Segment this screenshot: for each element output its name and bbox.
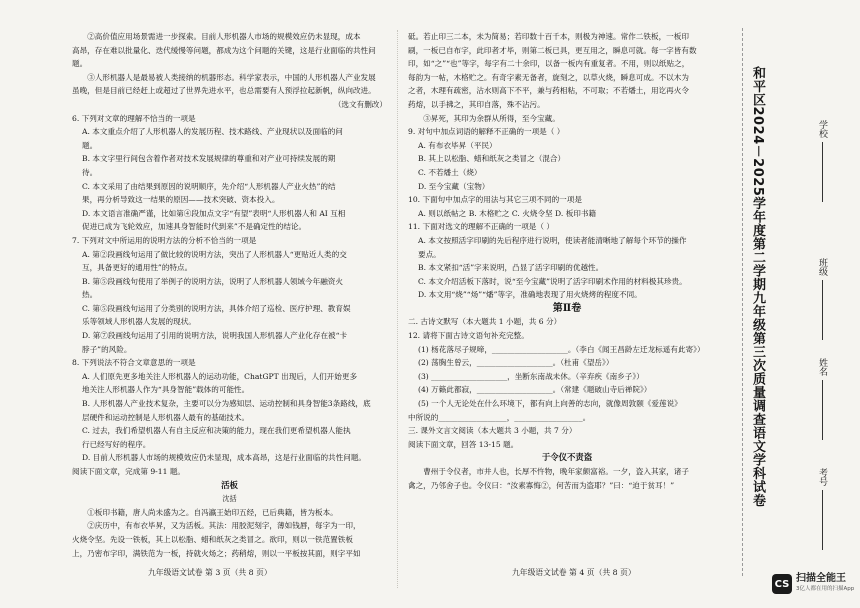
right-text-line: (1) 杨花落尽子规啼，____________________。（李白《闻王昌龄左迁龙标遥有此寄》）	[418, 344, 705, 354]
right-text-line: 11. 下面对选文的理解不正确的一项是（ ）	[408, 222, 554, 232]
right-text-line: C. 本文介绍活板下落时，说“至今宝藏”说明了活字印刷术作用的材料极其珍贵。	[418, 276, 687, 286]
left-text-line: B. 人形机器人产业技术复杂，主要可以分为感知层、运动控制和具身智能3条路线，底	[82, 399, 371, 409]
right-page-column	[408, 30, 726, 608]
number-blank	[822, 490, 823, 550]
name-field	[816, 358, 829, 440]
right-text-line: (5) 一个人无论处在什么环境下，都有向上向善的志向，就像周敦颐《爱莲说》	[418, 399, 682, 409]
right-text-line: A. 有布衣毕昇（平民）	[418, 140, 497, 150]
left-text-line: 沈括	[222, 494, 237, 504]
right-text-line: 三. 课外文言文阅读（本大题共 3 小题，共 7 分）	[408, 426, 577, 436]
left-text-line: A. 人们原先更多地关注人形机器人的运动功能，ChatGPT 出现后，人们开始更多	[82, 371, 358, 381]
left-text-line: 6. 下列对文章的理解不恰当的一项是	[72, 113, 196, 123]
right-text-line: 10. 下面句中加点字的用法与其它三项不同的一项是	[408, 195, 582, 205]
left-text-line: 热。	[82, 290, 98, 300]
exam-title: 和平区2024－2025学年度第二学期九年级第三次质量调查语文学科试卷	[750, 66, 765, 507]
watermark-title: 扫描全能王	[796, 573, 846, 584]
right-text-line: (3) ____________________，坐断东南战未休。（辛弃疾《南乡子》）	[418, 371, 644, 381]
left-text-line: 阅读下面文章，完成第 9-11 题。	[72, 467, 186, 476]
right-text-line: A. 本文按照活字印刷的先后程序进行说明，使读者能清晰地了解每个环节的操作	[418, 235, 687, 245]
left-text-line: D. 本文语言准确严谨，比如第④段加点文字“有望”表明“人形机器人和 AI 互相	[82, 208, 346, 218]
left-page-footer: 九年级语文试卷 第 3 页（共 8 页）	[148, 568, 272, 577]
left-text-line: 虽晚，但是目前已经赶上或超过了世界先进水平，也总需要有人预浮拉起新帆，纵向改进。	[72, 86, 376, 96]
left-text-line: 脖子”的风险。	[82, 344, 132, 354]
number-label: 考号	[817, 468, 827, 486]
seal-line	[742, 28, 743, 576]
right-text-line: 第Ⅱ卷	[552, 302, 582, 314]
number-field	[816, 468, 829, 550]
left-text-line: 7. 下列对文中所运用的说明方法的分析不恰当的一项是	[72, 235, 257, 245]
right-text-line: 每韵为一帖，木格贮之。有奇字素无备者，旋刻之，以草火烧，瞬息可成。不以木为	[408, 72, 689, 82]
right-text-line: 砥。若止印三二本，未为简易；若印数十百千本，则极为神速。常作二铁板，一板印	[408, 32, 689, 41]
right-text-line: 印，如“之”“也”等字，每字有二十余印，以备一板内有重复者。不用，则以纸贴之，	[408, 59, 690, 69]
left-text-line: 题。	[82, 140, 98, 150]
class-blank	[822, 280, 823, 340]
left-text-line: C. 过去，我们希望机器人有自主反应和决策的能力，现在我们更希望机器人能执	[82, 426, 351, 436]
left-text-line: 行已经写好的程序。	[82, 439, 151, 449]
right-text-line: B. 本文紧扣“活”字来说明，凸显了活字印刷的优越性。	[418, 263, 604, 273]
left-text-line: 地关注人形机器人作为“具身智能”载体的可能性。	[82, 385, 250, 395]
name-label: 姓名	[817, 358, 827, 376]
left-text-line: B. 本文字里行间包含着作者对技术发展规律的尊重和对产业可持续发展的期	[82, 154, 336, 164]
left-text-line: ③人形机器人是最易被人类接纳的机器形态。科学家表示，中国的人形机器人产业发展	[87, 72, 376, 82]
left-text-line: 活板	[221, 479, 238, 490]
left-text-line: ②高价值应用场景需进一步探索。目前人形机器人市场的规模效应仍未显现，成本	[87, 32, 361, 41]
left-page-column	[72, 30, 387, 608]
right-text-line: (4) 万籁此都寂，____________________。（常建《题破山寺后禅院》）	[418, 385, 652, 395]
left-text-line: 火烧令坚。先设一铁板，其上以松脂、蜡和纸灰之类冒之。欲印，则以一铁范置铁板	[72, 534, 353, 544]
right-text-line: 中所说的__________________，__________________。	[408, 412, 591, 422]
right-text-line: 禽之，乃邻舍子也。令仪曰：“汝素寡悔②，何苦而为盗耶？”曰：“迫于贫耳！”	[408, 480, 675, 490]
right-text-line: 刷，一板已自布字，此印者才毕，则第二板已具，更互用之，瞬息可就。每一字皆有数	[408, 45, 697, 55]
right-text-line: 之者，木理有疏密，沾水则高下不平，兼与药相粘，不可取；不若燔土，用讫再火令	[408, 86, 689, 96]
left-text-line: 果，再分析导致这一结果的原因——技术突破、资本投入。	[82, 195, 280, 205]
left-text-line: 高昂，存在难以批量化、迭代缓慢等问题，都成为这个问题的关键，这是行业面临的共性问题。	[72, 45, 376, 69]
right-text-line: 曹州于令仪者，市井人也，长厚不忤物，晚年家颇富裕。一夕，盗入其家，诸子	[423, 467, 689, 476]
class-field	[816, 258, 829, 340]
left-text-line: D. 第⑦段画线句运用了引用的说明方法，说明我国人形机器人产业化存在被“卡	[82, 331, 348, 341]
left-text-line: 上，乃密布字印，满铁范为一板，持就火炀之；药稍熔，则以一平板按其面，则字平如	[72, 548, 361, 558]
right-text-line: C. 不若燔土（烧）	[418, 167, 482, 177]
right-text-line: 阅读下面文章，回答 13-15 题。	[408, 439, 519, 449]
left-text-line: C. 本文采用了由结果到原因的说明顺序，先介绍“人形机器人产业火热”的结	[82, 181, 336, 191]
page-divider	[397, 30, 398, 588]
right-text-line: 要点。	[418, 249, 441, 259]
right-text-line: (2) 荡胸生曾云，____________________。（杜甫《望岳》）	[418, 358, 614, 368]
left-text-line: A. 第②段画线句运用了做比较的说明方法，突出了人形机器人“更贴近人类的交	[82, 249, 347, 259]
left-text-line: C. 第⑤段画线句运用了分类别的说明方法，具体介绍了巡检、医疗护理、教育娱	[82, 303, 351, 313]
school-blank	[822, 142, 823, 202]
class-label: 班级	[817, 258, 827, 276]
right-text-line: 12. 请将下面古诗文语句补充完整。	[408, 331, 529, 341]
right-text-line: 于令仪不责盗	[541, 452, 593, 463]
left-text-line: 待。	[82, 167, 98, 177]
right-text-line: 二. 古诗文默写（本大题共 1 小题，共 6 分）	[408, 317, 562, 327]
left-text-line: 互，具备更好的通用性”的特点。	[82, 263, 193, 273]
right-text-line: B. 其上以松脂、蜡和纸灰之类冒之（混合）	[418, 154, 566, 164]
right-text-line: D. 本文用“烧”“炀”“燔”等字，准确地表现了用火烧烤的程度不同。	[418, 290, 642, 300]
left-text-line: ①板印书籍，唐人尚未盛为之。自冯瀛王始印五经，已后典籍，皆为板本。	[87, 507, 338, 517]
left-text-line: D. 目前人形机器人市场的规模效应仍未显现，成本高昂，这是行业面临的共性问题。	[82, 453, 367, 463]
left-text-line: （选文有删改）	[333, 99, 387, 109]
camscanner-logo-icon: CS	[772, 574, 792, 594]
right-page-footer: 九年级语文试卷 第 4 页（共 8 页）	[512, 568, 636, 577]
left-text-line: ②庆历中，有布衣毕昇，又为活板。其法：用胶泥刻字，薄如钱唇，每字为一印，	[87, 521, 361, 531]
right-text-line: ③昇死，其印为余群从所得，至今宝藏。	[423, 113, 560, 123]
right-text-line: 9. 对句中加点词语的解释不正确的一项是（ ）	[408, 127, 565, 137]
school-field	[816, 120, 829, 202]
right-text-line: 药熔，以手拂之，其印自落，殊不沾污。	[408, 99, 545, 109]
left-text-line: 乐等领域人形机器人发展的现状。	[82, 317, 196, 327]
left-text-line: 层硬件和运动控制是人形机器人最有的基础技术。	[82, 412, 250, 422]
watermark-subtitle: 3亿人都在用的扫描App	[796, 586, 855, 592]
left-text-line: 8. 下列说法不符合文章意思的一项是	[72, 358, 196, 368]
school-label: 学校	[817, 120, 827, 138]
right-text-line: A. 则以纸帖之 B. 木格贮之 C. 火烧令坚 D. 板印书籍	[418, 208, 597, 218]
binding-strip	[736, 28, 846, 576]
left-text-line: A. 本文重点介绍了人形机器人的发展历程、技术路线、产业现状以及面临的问	[82, 127, 343, 137]
left-text-line: 促进已成为飞轮效应，加速具身智能时代到来”不是确定性的结论。	[82, 222, 307, 232]
camscanner-watermark	[772, 573, 854, 595]
left-text-line: B. 第⑤段画线句使用了举例子的说明方法，说明了人形机器人领域今年融资火	[82, 276, 343, 286]
right-text-line: D. 至今宝藏（宝物）	[418, 181, 490, 191]
name-blank	[822, 380, 823, 440]
